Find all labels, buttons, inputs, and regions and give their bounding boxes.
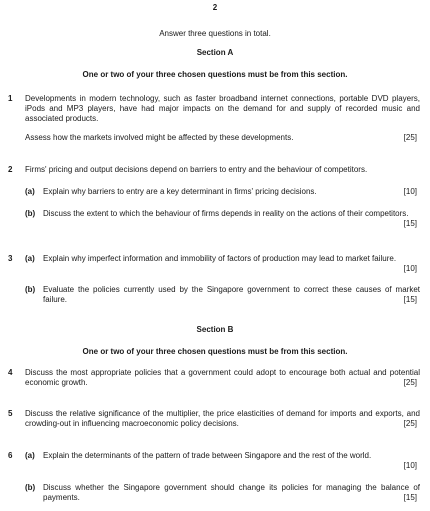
question-3b-text: Evaluate the policies currently used by the Singapore government to correct these causes of market failure.: [43, 285, 420, 304]
question-4-marks: [25]: [403, 378, 417, 387]
question-2b-label: (b): [25, 209, 36, 218]
question-6b-text: Discuss whether the Singapore government should change its policies for managing the balance of payments.: [43, 483, 420, 502]
section-a-title: Section A: [196, 48, 234, 57]
question-3a-label: (a): [25, 254, 35, 263]
instructions: Answer three questions in total.: [159, 29, 271, 38]
question-5-text: Discuss the relative significance of the multiplier, the price elasticities of demand for imports and exports, and crowding-out in influencing macroeconomic policy decisions.: [25, 409, 420, 428]
question-2a-text: Explain why barriers to entry are a key determinant in firms' pricing decisions.: [43, 187, 317, 196]
question-6b-label: (b): [25, 483, 36, 492]
question-2b-text: Discuss the extent to which the behaviour of firms depends in reality on the actions of their competitors.: [43, 209, 409, 218]
question-2a-label: (a): [25, 187, 35, 196]
question-1-number: 1: [8, 94, 13, 103]
question-2a-marks: [10]: [403, 187, 417, 196]
question-2-text: Firms' pricing and output decisions depend on barriers to entry and the behaviour of competitors.: [25, 165, 368, 174]
question-2-number: 2: [8, 165, 13, 174]
question-6a-label: (a): [25, 451, 35, 460]
question-6a-text: Explain the determinants of the pattern of trade between Singapore and the rest of the world.: [43, 451, 372, 460]
section-b-title: Section B: [196, 325, 234, 334]
question-4-text: Discuss the most appropriate policies that a government could adopt to encourage both actual and potential economic growth.: [25, 368, 420, 387]
question-3b-label: (b): [25, 285, 36, 294]
question-2b-marks: [15]: [403, 219, 417, 228]
question-5-marks: [25]: [403, 419, 417, 428]
question-1-marks: [25]: [403, 133, 417, 142]
question-6b-marks: [15]: [403, 493, 417, 502]
page-number: 2: [212, 3, 218, 12]
section-a-rule: One or two of your three chosen questions must be from this section.: [82, 70, 348, 79]
question-1-task: Assess how the markets involved might be affected by these developments.: [25, 133, 294, 142]
question-3-number: 3: [8, 254, 13, 263]
question-3a-marks: [10]: [403, 264, 417, 273]
question-4-number: 4: [8, 368, 13, 377]
question-6a-marks: [10]: [403, 461, 417, 470]
question-3a-text: Explain why imperfect information and immobility of factors of production may lead to market failure.: [43, 254, 397, 263]
question-5-number: 5: [8, 409, 13, 418]
question-3b-marks: [15]: [403, 295, 417, 304]
question-1-text: Developments in modern technology, such as faster broadband internet connections, portable DVD players, iPods and MP3 players, have had major impacts on the demand for and supply of recorded music and associated products.: [25, 94, 420, 123]
question-6-number: 6: [8, 451, 13, 460]
section-b-rule: One or two of your three chosen questions must be from this section.: [82, 347, 348, 356]
